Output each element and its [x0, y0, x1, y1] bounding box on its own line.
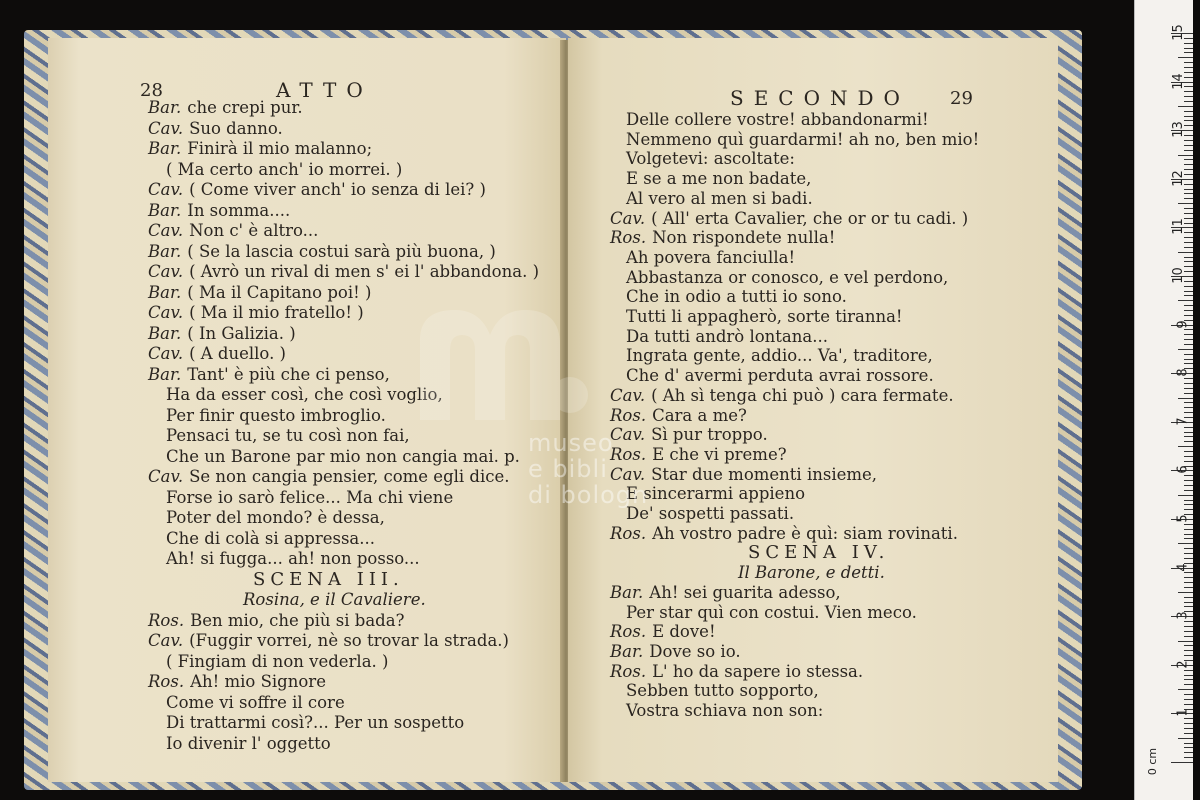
- ruler-tick: [1184, 451, 1193, 452]
- speaker-label: Cav.: [610, 464, 646, 484]
- text-line: [626, 327, 828, 346]
- text-line: [626, 681, 819, 700]
- speaker-label: Cav.: [610, 385, 646, 405]
- ruler-tick: [1184, 548, 1193, 549]
- text-line: [166, 529, 375, 548]
- ruler-tick: [1184, 310, 1193, 311]
- ruler-tick: [1178, 155, 1193, 156]
- line-text: ( Ma certo anch' io morrei. ): [166, 159, 403, 179]
- ruler-tick: [1184, 96, 1193, 97]
- line-text: Ben mio, che più si bada?: [190, 610, 405, 630]
- speaker-label: Cav.: [610, 208, 646, 228]
- ruler-tick: [1184, 747, 1193, 748]
- ruler-tick: [1184, 572, 1193, 573]
- speaker-label: Cav.: [148, 118, 184, 138]
- line-text: ( Come viver anch' io senza di lei? ): [189, 180, 486, 199]
- speaker-label: Ros.: [610, 661, 647, 681]
- ruler-tick: [1184, 334, 1193, 335]
- line-text: Ah povera fanciulla!: [626, 247, 796, 267]
- ruler-tick: [1184, 140, 1193, 141]
- text-line: [166, 713, 464, 732]
- speaker-label: Ros.: [610, 622, 647, 642]
- speaker-label: Bar.: [610, 582, 644, 602]
- speaker-label: Ros.: [610, 523, 647, 543]
- ruler-tick: [1178, 57, 1193, 58]
- ruler-tick: [1178, 252, 1193, 253]
- text-line: [148, 119, 283, 138]
- line-text: Rosina, e il Cavaliere.: [243, 590, 426, 609]
- line-text: Ah! si fugga... ah! non posso...: [166, 549, 420, 568]
- speaker-label: Bar.: [148, 200, 182, 220]
- ruler-tick: [1184, 208, 1193, 209]
- line-text: Tant' è più che ci penso,: [187, 364, 390, 384]
- ruler-tick: [1184, 111, 1193, 112]
- page-number: 29: [950, 88, 973, 109]
- ruler-tick: [1184, 116, 1193, 117]
- text-line: [610, 583, 841, 602]
- line-text: Se non cangia pensier, come egli dice.: [189, 467, 510, 486]
- speaker-label: Cav.: [610, 425, 646, 445]
- ruler-tick: [1184, 427, 1193, 428]
- ruler-tick: [1184, 363, 1193, 364]
- text-line: [626, 346, 933, 365]
- text-line: [148, 180, 486, 199]
- text-line: [626, 603, 917, 622]
- ruler-tick: [1184, 597, 1193, 598]
- line-text: Sì pur troppo.: [651, 425, 768, 445]
- line-text: Suo danno.: [189, 118, 283, 138]
- text-line: [148, 242, 496, 261]
- text-line: [610, 465, 877, 484]
- line-text: Che un Barone par mio non cangia mai. p.: [166, 446, 520, 466]
- ruler-number: 2: [1175, 660, 1191, 669]
- ruler-tick: [1184, 606, 1193, 607]
- ruler-number: 3: [1175, 611, 1191, 620]
- ruler-tick: [1184, 432, 1193, 433]
- line-text: Ah vostro padre è quì: siam rovinati.: [652, 523, 958, 543]
- ruler-number: 11: [1171, 218, 1187, 236]
- speaker-label: Bar.: [610, 641, 644, 661]
- ruler-tick: [1184, 461, 1193, 462]
- ruler-tick: [1184, 388, 1193, 389]
- ruler-unit: 0 cm: [1146, 747, 1160, 776]
- ruler-tick: [1184, 354, 1193, 355]
- text-line: [610, 642, 741, 661]
- speaker-label: Ros.: [148, 610, 185, 630]
- text-line: [626, 130, 979, 149]
- ruler-tick: [1184, 295, 1193, 296]
- text-line: [166, 160, 402, 179]
- page-header: SECONDO: [730, 86, 910, 110]
- ruler-tick: [1184, 378, 1193, 379]
- ruler-number: 9: [1175, 319, 1191, 329]
- text-line: [148, 672, 326, 691]
- ruler-tick: [1184, 733, 1193, 734]
- ruler-tick: [1184, 631, 1193, 632]
- text-line: [610, 406, 747, 425]
- ruler-tick: [1178, 543, 1193, 544]
- ruler-tick: [1184, 52, 1193, 53]
- ruler-tick: [1184, 524, 1193, 525]
- line-text: ( Ma il mio fratello! ): [189, 303, 364, 322]
- ruler-tick: [1178, 106, 1193, 107]
- text-line: [626, 189, 813, 208]
- line-text: E sincerarmi appieno: [626, 484, 806, 504]
- speaker-label: Bar.: [148, 241, 182, 261]
- ruler-number: 7: [1175, 417, 1191, 426]
- text-line: [610, 622, 716, 641]
- line-text: ( In Galizia. ): [187, 323, 296, 343]
- text-line: [166, 734, 331, 753]
- speaker-label: Cav.: [148, 303, 184, 322]
- text-line: [626, 110, 929, 129]
- line-text: In somma....: [187, 200, 291, 220]
- line-text: ( A duello. ): [189, 344, 286, 363]
- ruler-tick: [1184, 723, 1193, 724]
- text-line: [148, 324, 296, 343]
- line-text: Che d' avermi perduta avrai rossore.: [626, 366, 934, 386]
- line-text: Da tutti andrò lontana...: [626, 326, 828, 346]
- page-number: 28: [140, 80, 163, 101]
- page-header: ATTO: [276, 78, 373, 102]
- line-text: Cara a me?: [652, 405, 747, 425]
- line-text: Dove so io.: [649, 641, 741, 661]
- ruler-tick: [1184, 650, 1193, 651]
- line-text: SCENA IV.: [748, 542, 890, 564]
- line-text: E se a me non badate,: [626, 169, 812, 189]
- text-line: [626, 307, 903, 326]
- ruler-number: 1: [1175, 708, 1191, 718]
- ruler-tick: [1184, 339, 1193, 340]
- ruler-tick: [1184, 582, 1193, 583]
- speaker-label: Cav.: [148, 631, 184, 650]
- ruler-tick: [1178, 641, 1193, 642]
- ruler-tick: [1184, 538, 1193, 539]
- ruler-tick: [1184, 670, 1193, 671]
- speaker-label: Bar.: [148, 139, 182, 158]
- ruler-number: 14: [1171, 72, 1187, 90]
- text-line: [166, 549, 420, 568]
- text-line: [166, 385, 443, 404]
- text-line: [148, 365, 390, 384]
- line-text: L' ho da sapere io stessa.: [652, 661, 864, 681]
- ruler-tick: [1184, 242, 1193, 243]
- text-line: [610, 228, 835, 247]
- text-line: [626, 504, 794, 523]
- ruler-tick: [1184, 412, 1193, 413]
- ruler-tick: [1178, 349, 1193, 350]
- speaker-label: Ros.: [610, 444, 647, 464]
- ruler-tick: [1178, 495, 1193, 496]
- ruler-tick: [1184, 407, 1193, 408]
- ruler-tick: [1184, 475, 1193, 476]
- line-text: Finirà il mio malanno;: [187, 139, 373, 158]
- ruler-tick: [1184, 655, 1193, 656]
- ruler-tick: [1184, 393, 1193, 394]
- ruler-number: 5: [1175, 514, 1191, 523]
- line-text: ( Avrò un rival di men s' ei l' abbandona. ): [189, 262, 540, 281]
- text-line: [738, 563, 885, 582]
- ruler-tick: [1178, 689, 1193, 690]
- ruler-number: 6: [1175, 465, 1191, 475]
- text-line: [626, 701, 823, 720]
- line-text: ( Fingiam di non vederla. ): [166, 651, 389, 671]
- ruler-tick: [1184, 237, 1193, 238]
- line-text: De' sospetti passati.: [626, 504, 795, 523]
- ruler-tick: [1184, 344, 1193, 345]
- ruler-tick: [1184, 728, 1193, 729]
- speaker-label: Bar.: [148, 282, 182, 302]
- ruler-tick: [1178, 203, 1193, 204]
- watermark-text: museo e bibli di bologn: [528, 429, 649, 509]
- text-line: [243, 590, 426, 609]
- text-line: [166, 426, 410, 445]
- line-text: Al vero al men si badi.: [626, 188, 813, 208]
- ruler-tick: [1184, 699, 1193, 700]
- text-line: [148, 139, 372, 158]
- ruler-tick: [1184, 441, 1193, 442]
- text-line: [148, 98, 303, 117]
- ruler-tick: [1184, 684, 1193, 685]
- line-text: Ah! mio Signore: [190, 672, 326, 691]
- ruler-number: 13: [1171, 121, 1187, 138]
- text-line: [166, 693, 345, 712]
- line-text: Il Barone, e detti.: [738, 563, 885, 583]
- text-line: [610, 209, 968, 228]
- text-line: [166, 406, 386, 425]
- line-text: Abbastanza or conosco, e vel perdono,: [626, 267, 949, 287]
- ruler-tick: [1184, 101, 1193, 102]
- ruler-tick: [1178, 592, 1193, 593]
- text-line: [626, 149, 795, 168]
- ruler-tick: [1184, 193, 1193, 194]
- ruler-number: 8: [1175, 368, 1191, 377]
- ruler-tick: [1184, 67, 1193, 68]
- text-line: [253, 570, 404, 589]
- ruler-tick: [1184, 636, 1193, 637]
- line-text: Di trattarmi così?... Per un sospetto: [166, 713, 465, 732]
- ruler-tick: [1171, 762, 1193, 763]
- ruler-number: 12: [1171, 170, 1187, 187]
- ruler-tick: [1184, 213, 1193, 214]
- line-text: Ha da esser così, che così voglio,: [166, 385, 443, 404]
- ruler-tick: [1184, 198, 1193, 199]
- ruler-tick: [1184, 621, 1193, 622]
- ruler-tick: [1184, 402, 1193, 403]
- ruler-tick: [1184, 480, 1193, 481]
- ruler-tick: [1178, 738, 1193, 739]
- ruler-tick: [1184, 456, 1193, 457]
- ruler-tick: [1184, 679, 1193, 680]
- ruler-tick: [1184, 291, 1193, 292]
- ruler-tick: [1184, 247, 1193, 248]
- ruler-tick: [1178, 398, 1193, 399]
- line-text: Delle collere vostre! abbandonarmi!: [626, 110, 929, 129]
- text-line: [166, 447, 520, 466]
- ruler-tick: [1184, 553, 1193, 554]
- line-text: Poter del mondo? è dessa,: [166, 508, 385, 527]
- line-text: Star due momenti insieme,: [651, 464, 878, 484]
- ruler-tick: [1184, 257, 1193, 258]
- line-text: (Fuggir vorrei, nè so trovar la strada.): [189, 631, 509, 650]
- text-line: [148, 201, 290, 220]
- ruler-number: 10: [1171, 267, 1187, 284]
- ruler-number: 4: [1175, 562, 1191, 572]
- ruler-tick: [1178, 300, 1193, 301]
- ruler-tick: [1184, 504, 1193, 505]
- text-line: [610, 524, 958, 543]
- line-text: Forse io sarò felice... Ma chi viene: [166, 487, 454, 507]
- line-text: ( Ma il Capitano poi! ): [187, 282, 372, 302]
- text-line: [166, 652, 388, 671]
- line-text: Pensaci tu, se tu così non fai,: [166, 426, 410, 445]
- line-text: Che di colà si appressa...: [166, 528, 375, 548]
- text-line: [626, 287, 847, 306]
- ruler-tick: [1184, 587, 1193, 588]
- ruler-tick: [1184, 359, 1193, 360]
- speaker-label: Cav.: [148, 467, 184, 486]
- ruler-tick: [1184, 485, 1193, 486]
- ruler-tick: [1184, 315, 1193, 316]
- ruler-tick: [1184, 704, 1193, 705]
- ruler-tick: [1184, 694, 1193, 695]
- speaker-label: Bar.: [148, 98, 182, 117]
- ruler-tick: [1184, 62, 1193, 63]
- text-line: [610, 662, 863, 681]
- text-line: [148, 631, 509, 650]
- ruler-tick: [1184, 383, 1193, 384]
- line-text: che crepi pur.: [187, 98, 303, 117]
- line-text: Tutti li appagherò, sorte tiranna!: [626, 307, 903, 326]
- text-line: [626, 248, 795, 267]
- line-text: Nemmeno quì guardarmi! ah no, ben mio!: [626, 129, 980, 149]
- text-line: [166, 488, 453, 507]
- ruler-tick: [1184, 329, 1193, 330]
- ruler-tick: [1184, 718, 1193, 719]
- ruler-tick: [1184, 577, 1193, 578]
- ruler-tick: [1184, 189, 1193, 190]
- line-text: E dove!: [652, 622, 716, 642]
- right-page: [568, 38, 1058, 782]
- speaker-label: Cav.: [148, 180, 184, 199]
- line-text: Per star quì con costui. Vien meco.: [626, 602, 917, 622]
- line-text: Io divenir l' oggetto: [166, 733, 331, 753]
- ruler-tick: [1184, 743, 1193, 744]
- text-line: [626, 366, 934, 385]
- ruler-tick: [1184, 164, 1193, 165]
- speaker-label: Ros.: [610, 405, 647, 425]
- ruler-tick: [1184, 159, 1193, 160]
- ruler-tick: [1184, 305, 1193, 306]
- ruler-tick: [1184, 509, 1193, 510]
- ruler-tick: [1184, 626, 1193, 627]
- ruler-tick: [1184, 752, 1193, 753]
- ruler-number: 15: [1171, 24, 1187, 41]
- speaker-label: Cav.: [148, 221, 184, 240]
- ruler-tick: [1178, 446, 1193, 447]
- line-text: Come vi soffre il core: [166, 692, 345, 712]
- speaker-label: Cav.: [148, 344, 184, 363]
- speaker-label: Ros.: [610, 228, 647, 248]
- line-text: Non rispondete nulla!: [652, 228, 836, 248]
- ruler-tick: [1184, 757, 1193, 758]
- text-line: [610, 386, 954, 405]
- ruler-tick: [1184, 490, 1193, 491]
- ruler-tick: [1184, 675, 1193, 676]
- ruler-tick: [1184, 602, 1193, 603]
- line-text: E che vi preme?: [652, 444, 787, 464]
- speaker-label: Ros.: [148, 672, 185, 691]
- text-line: [626, 268, 948, 287]
- line-text: Ah! sei guarita adesso,: [649, 582, 841, 602]
- ruler-tick: [1184, 558, 1193, 559]
- line-text: Vostra schiava non son:: [626, 701, 824, 720]
- text-line: [148, 467, 510, 486]
- line-text: Volgetevi: ascoltate:: [626, 149, 795, 169]
- ruler-tick: [1184, 150, 1193, 151]
- line-text: ( All' erta Cavalier, che or or tu cadi. ): [651, 208, 969, 228]
- ruler-tick: [1184, 43, 1193, 44]
- ruler-tick: [1184, 91, 1193, 92]
- text-line: [148, 283, 371, 302]
- text-line: [166, 508, 385, 527]
- line-text: Che in odio a tutti io sono.: [626, 287, 847, 307]
- ruler-tick: [1184, 500, 1193, 501]
- speaker-label: Bar.: [148, 364, 182, 384]
- line-text: ( Ah sì tenga chi può ) cara fermate.: [651, 385, 954, 405]
- text-line: [148, 344, 286, 363]
- speaker-label: Bar.: [148, 323, 182, 343]
- museum-logo-watermark: [410, 300, 590, 430]
- line-text: Sebben tutto sopporto,: [626, 681, 819, 701]
- text-line: [626, 484, 805, 503]
- ruler-tick: [1184, 48, 1193, 49]
- ruler-tick: [1184, 534, 1193, 535]
- text-line: [148, 221, 318, 240]
- line-text: Ingrata gente, addio... Va', traditore,: [626, 346, 933, 366]
- ruler-tick: [1184, 645, 1193, 646]
- ruler-tick: [1184, 261, 1193, 262]
- line-text: SCENA III.: [253, 568, 404, 590]
- ruler-tick: [1184, 286, 1193, 287]
- line-text: ( Se la lascia costui sarà più buona, ): [187, 241, 496, 261]
- text-line: [148, 611, 404, 630]
- text-line: [626, 169, 811, 188]
- ruler-tick: [1184, 145, 1193, 146]
- ruler-tick: [1184, 436, 1193, 437]
- measurement-ruler: [1134, 0, 1193, 800]
- text-line: [148, 303, 364, 322]
- text-line: [148, 262, 539, 281]
- ruler-tick: [1184, 529, 1193, 530]
- line-text: Non c' è altro...: [189, 221, 319, 240]
- line-text: Per finir questo imbroglio.: [166, 405, 386, 425]
- text-line: [748, 543, 889, 562]
- speaker-label: Cav.: [148, 262, 184, 281]
